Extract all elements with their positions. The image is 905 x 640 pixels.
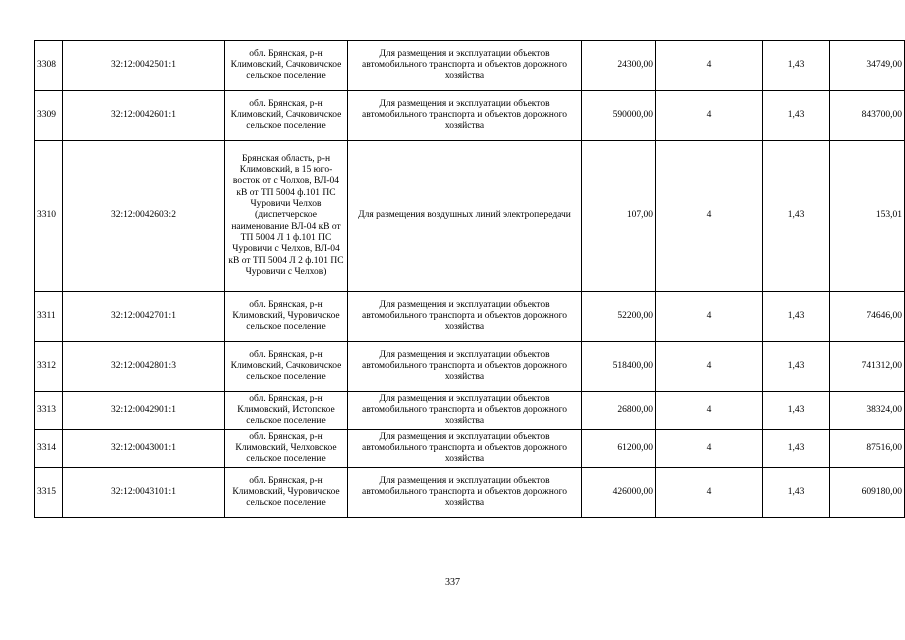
cadastral-number: 32:12:0042901:1 bbox=[63, 392, 225, 430]
category: 4 bbox=[656, 392, 763, 430]
table-row bbox=[35, 468, 905, 518]
coefficient: 1,43 bbox=[763, 141, 830, 292]
cadastral-value: 34749,00 bbox=[830, 41, 905, 91]
row-number: 3313 bbox=[35, 392, 63, 430]
area: 590000,00 bbox=[582, 91, 656, 141]
cadastral-value: 87516,00 bbox=[830, 430, 905, 468]
cadastral-number: 32:12:0042603:2 bbox=[63, 141, 225, 292]
table-row bbox=[35, 342, 905, 392]
table-row bbox=[35, 91, 905, 141]
table-row bbox=[35, 430, 905, 468]
category: 4 bbox=[656, 468, 763, 518]
row-number: 3309 bbox=[35, 91, 63, 141]
permitted-use: Для размещения и эксплуатации объектов автомобильного транспорта и объектов дорожного хозяйства bbox=[348, 392, 582, 430]
coefficient: 1,43 bbox=[763, 41, 830, 91]
cadastral-number: 32:12:0042601:1 bbox=[63, 91, 225, 141]
cadastral-value: 741312,00 bbox=[830, 342, 905, 392]
cadastral-value: 609180,00 bbox=[830, 468, 905, 518]
cadastral-number: 32:12:0042501:1 bbox=[63, 41, 225, 91]
area: 61200,00 bbox=[582, 430, 656, 468]
area: 426000,00 bbox=[582, 468, 656, 518]
address: обл. Брянская, р-н Климовский, Чуровичское сельское поселение bbox=[225, 292, 348, 342]
cadastral-value: 38324,00 bbox=[830, 392, 905, 430]
area: 518400,00 bbox=[582, 342, 656, 392]
area: 107,00 bbox=[582, 141, 656, 292]
cadastral-number: 32:12:0042801:3 bbox=[63, 342, 225, 392]
permitted-use: Для размещения и эксплуатации объектов автомобильного транспорта и объектов дорожного хозяйства bbox=[348, 342, 582, 392]
permitted-use: Для размещения воздушных линий электропередачи bbox=[348, 141, 582, 292]
permitted-use: Для размещения и эксплуатации объектов автомобильного транспорта и объектов дорожного хозяйства bbox=[348, 41, 582, 91]
area: 26800,00 bbox=[582, 392, 656, 430]
coefficient: 1,43 bbox=[763, 342, 830, 392]
permitted-use: Для размещения и эксплуатации объектов автомобильного транспорта и объектов дорожного хозяйства bbox=[348, 430, 582, 468]
coefficient: 1,43 bbox=[763, 392, 830, 430]
cadastral-number: 32:12:0043101:1 bbox=[63, 468, 225, 518]
row-number: 3314 bbox=[35, 430, 63, 468]
row-number: 3310 bbox=[35, 141, 63, 292]
page-number: 337 bbox=[445, 577, 460, 588]
table-body bbox=[35, 41, 905, 518]
category: 4 bbox=[656, 430, 763, 468]
row-number: 3311 bbox=[35, 292, 63, 342]
address: обл. Брянская, р-н Климовский, Сачковичское сельское поселение bbox=[225, 91, 348, 141]
permitted-use: Для размещения и эксплуатации объектов автомобильного транспорта и объектов дорожного хозяйства bbox=[348, 468, 582, 518]
address: обл. Брянская, р-н Климовский, Челховское сельское поселение bbox=[225, 430, 348, 468]
area: 52200,00 bbox=[582, 292, 656, 342]
address: обл. Брянская, р-н Климовский, Чуровичское сельское поселение bbox=[225, 468, 348, 518]
permitted-use: Для размещения и эксплуатации объектов автомобильного транспорта и объектов дорожного хозяйства bbox=[348, 91, 582, 141]
address: обл. Брянская, р-н Климовский, Сачковичское сельское поселение bbox=[225, 41, 348, 91]
cadastral-value: 843700,00 bbox=[830, 91, 905, 141]
table-row bbox=[35, 292, 905, 342]
row-number: 3308 bbox=[35, 41, 63, 91]
category: 4 bbox=[656, 292, 763, 342]
area: 24300,00 bbox=[582, 41, 656, 91]
cadastral-value: 74646,00 bbox=[830, 292, 905, 342]
category: 4 bbox=[656, 41, 763, 91]
category: 4 bbox=[656, 342, 763, 392]
coefficient: 1,43 bbox=[763, 292, 830, 342]
coefficient: 1,43 bbox=[763, 91, 830, 141]
address: Брянская область, р-н Климовский, в 15 юго-восток от с Чолхов, ВЛ-04 кВ от ТП 5004 ф.101 ПС Чуровичи Челхов (диспетчерское наименование ВЛ-04 кВ от ТП 5004 Л 1 ф.101 ПС Чуровичи с Челхов, ВЛ-04 кВ от ТП 5004 Л 2 ф.101 ПС Чуровичи с Челхов) bbox=[225, 141, 348, 292]
cadastral-number: 32:12:0043001:1 bbox=[63, 430, 225, 468]
address: обл. Брянская, р-н Климовский, Сачковичское сельское поселение bbox=[225, 342, 348, 392]
address: обл. Брянская, р-н Климовский, Истопское сельское поселение bbox=[225, 392, 348, 430]
cadastral-value: 153,01 bbox=[830, 141, 905, 292]
table-row bbox=[35, 392, 905, 430]
table-row bbox=[35, 141, 905, 292]
land-registry-table bbox=[34, 40, 905, 518]
permitted-use: Для размещения и эксплуатации объектов автомобильного транспорта и объектов дорожного хозяйства bbox=[348, 292, 582, 342]
table-row bbox=[35, 41, 905, 91]
row-number: 3315 bbox=[35, 468, 63, 518]
category: 4 bbox=[656, 141, 763, 292]
row-number: 3312 bbox=[35, 342, 63, 392]
coefficient: 1,43 bbox=[763, 430, 830, 468]
cadastral-number: 32:12:0042701:1 bbox=[63, 292, 225, 342]
coefficient: 1,43 bbox=[763, 468, 830, 518]
category: 4 bbox=[656, 91, 763, 141]
